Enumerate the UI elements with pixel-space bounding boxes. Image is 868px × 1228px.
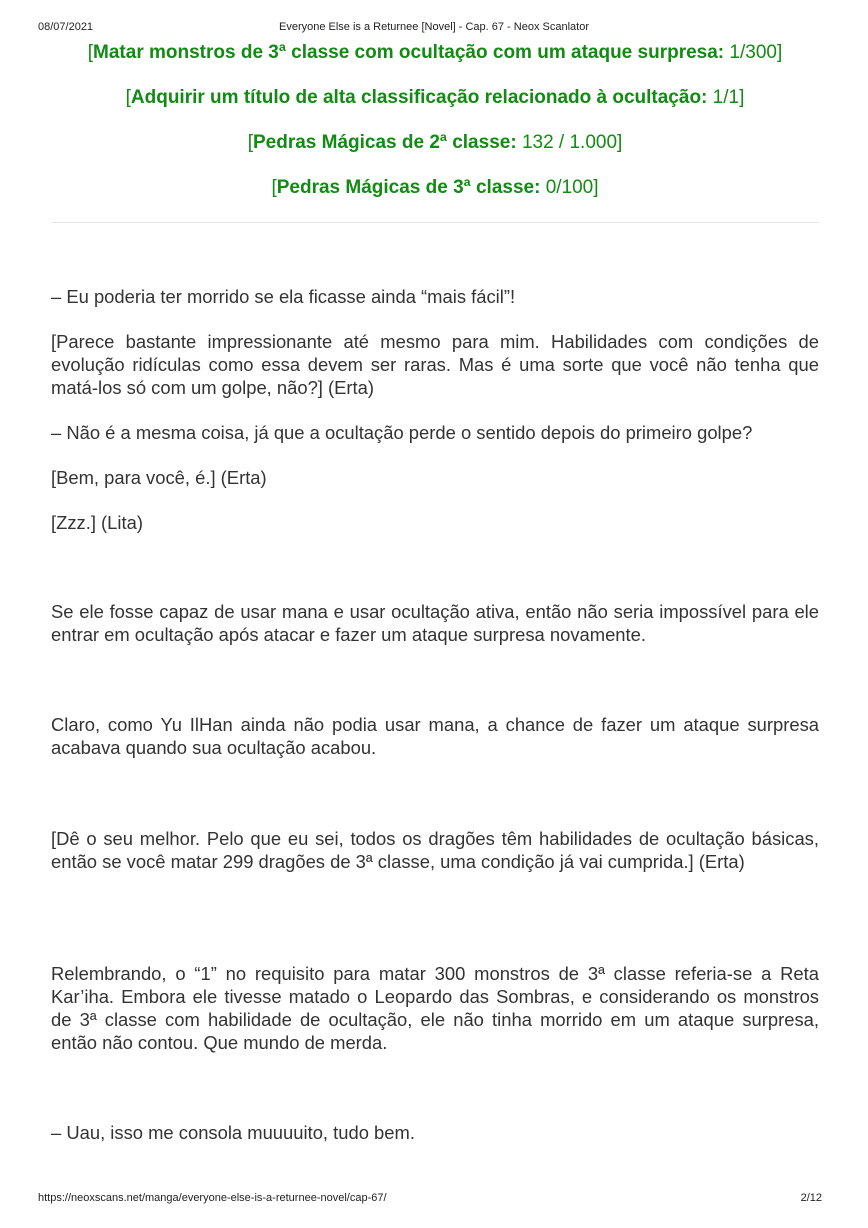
story-paragraph: [Dê o seu melhor. Pelo que eu sei, todos os dragões têm habilidades de ocultação básicas, então se você matar 299 dragões de 3ª classe, uma condição já vai cumprida.] (Erta) (51, 828, 819, 872)
page-url: https://neoxscans.net/manga/everyone-else-is-a-returnee-novel/cap-67/ (38, 1192, 387, 1204)
requirement-value: 1/300 (729, 42, 777, 63)
print-date: 08/07/2021 (38, 21, 94, 33)
requirement-label: Pedras Mágicas de 2ª classe: (252, 132, 517, 153)
story-paragraph: [Bem, para você, é.] (Erta) (51, 467, 267, 488)
requirement-label: Adquirir um título de alta classificação relacionado à ocultação: (130, 87, 708, 108)
story-paragraph: Relembrando, o “1” no requisito para matar 300 monstros de 3ª classe referia-se a Reta Kar’iha. Embora ele tivesse matado o Leopardo das Sombras, e considerando os monstros de 3ª classe com habilidade de ocultação, ele não tinha morrido em um ataque surpresa, então não contou. Que mundo de merda. (51, 963, 819, 1053)
document-title: Everyone Else is a Returnee [Novel] - Cap. 67 - Neox Scanlator (279, 21, 589, 33)
story-paragraph: – Uau, isso me consola muuuuito, tudo bem. (51, 1122, 415, 1143)
requirement-line: [Matar monstros de 3ª classe com ocultação com um ataque surpresa: 1/300] (87, 42, 783, 63)
print-header (38, 21, 830, 35)
story-paragraph: [Parece bastante impressionante até mesmo para mim. Habilidades com condições de evolução ridículas como essa devem ser raras. Mas é uma sorte que você não tenha que matá-los só com um golpe, não?] (Erta) (51, 331, 819, 398)
story-paragraph: – Não é a mesma coisa, já que a ocultação perde o sentido depois do primeiro golpe? (51, 422, 753, 443)
story-paragraph: Se ele fosse capaz de usar mana e usar ocultação ativa, então não seria impossível para ele entrar em ocultação após atacar e fazer um ataque surpresa novamente. (51, 601, 819, 645)
requirement-line: [Adquirir um título de alta classificação relacionado à ocultação: 1/1] (125, 87, 745, 108)
requirement-value: 1/1 (712, 87, 740, 108)
requirement-line: [Pedras Mágicas de 3ª classe: 0/100] (271, 177, 599, 198)
section-divider (51, 222, 819, 223)
requirement-value: 132 / 1.000 (521, 132, 618, 153)
requirement-value: 0/100 (545, 177, 594, 198)
requirement-label: Pedras Mágicas de 3ª classe: (276, 177, 541, 198)
requirement-label: Matar monstros de 3ª classe com ocultação com um ataque surpresa: (93, 42, 725, 63)
requirement-line: [Pedras Mágicas de 2ª classe: 132 / 1.000] (247, 132, 623, 153)
story-paragraph: [Zzz.] (Lita) (51, 512, 143, 533)
requirements-list (51, 41, 819, 221)
page-number: 2/12 (800, 1192, 822, 1204)
story-paragraph: Claro, como Yu IlHan ainda não podia usar mana, a chance de fazer um ataque surpresa acabava quando sua ocultação acabou. (51, 714, 819, 758)
print-footer (38, 1192, 830, 1206)
story-paragraph: – Eu poderia ter morrido se ela ficasse ainda “mais fácil”! (51, 286, 516, 307)
